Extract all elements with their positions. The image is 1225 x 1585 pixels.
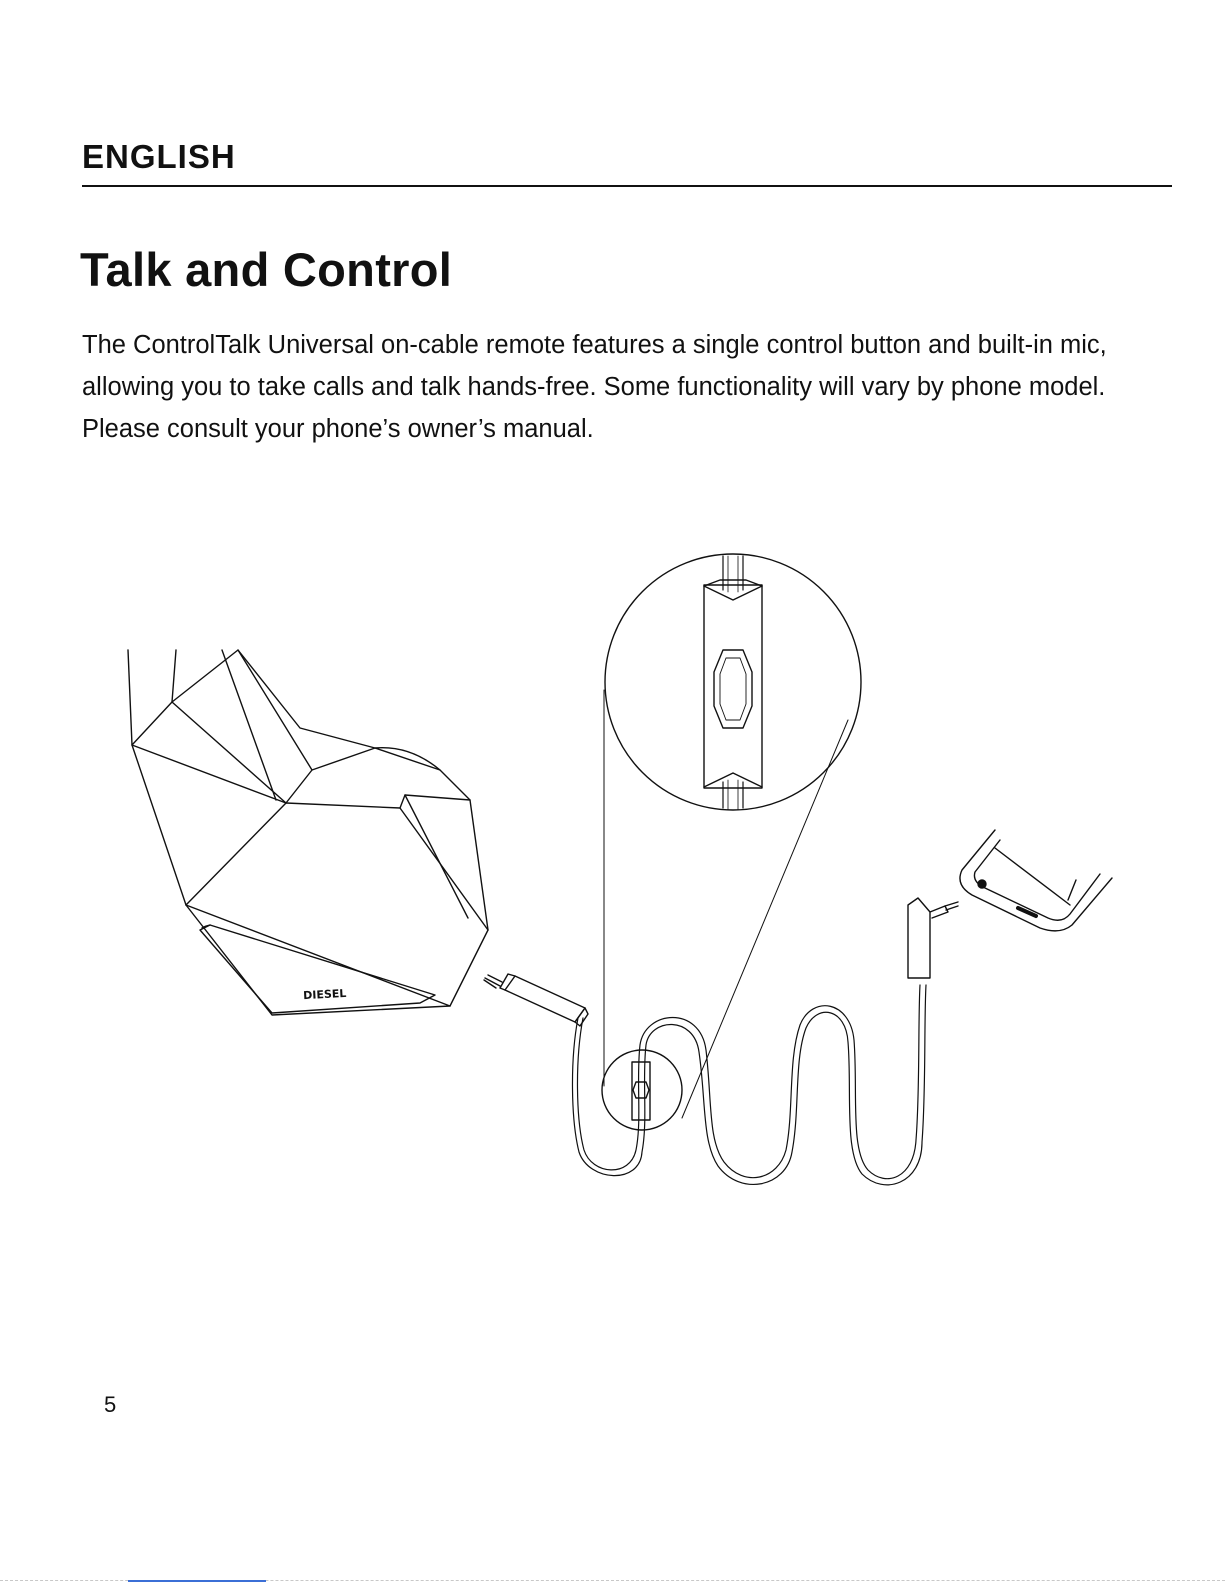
page-number: 5 bbox=[104, 1392, 117, 1417]
remote-small bbox=[602, 1050, 682, 1130]
headphone-plug bbox=[484, 974, 588, 1026]
headphone-remote-illustration bbox=[0, 520, 1225, 1220]
intro-paragraph: The ControlTalk Universal on-cable remote features a single control button and built-in mic, allowing you to take calls and talk hands-free. Some functionality will vary by phone model. Please consult your phone’s owner’s manual. bbox=[82, 331, 1107, 443]
cable bbox=[572, 985, 926, 1185]
page-title: Talk and Control bbox=[80, 243, 453, 296]
brand-label: DIESEL bbox=[302, 986, 347, 1003]
section-divider bbox=[82, 185, 1172, 187]
phone-icon bbox=[960, 830, 1112, 931]
remote-magnified bbox=[605, 554, 861, 810]
zoom-lines bbox=[604, 690, 848, 1118]
phone-plug bbox=[908, 898, 958, 978]
headphone-earcup bbox=[128, 650, 488, 1015]
bottom-accent-line bbox=[128, 1580, 266, 1582]
section-label: ENGLISH bbox=[82, 138, 236, 175]
